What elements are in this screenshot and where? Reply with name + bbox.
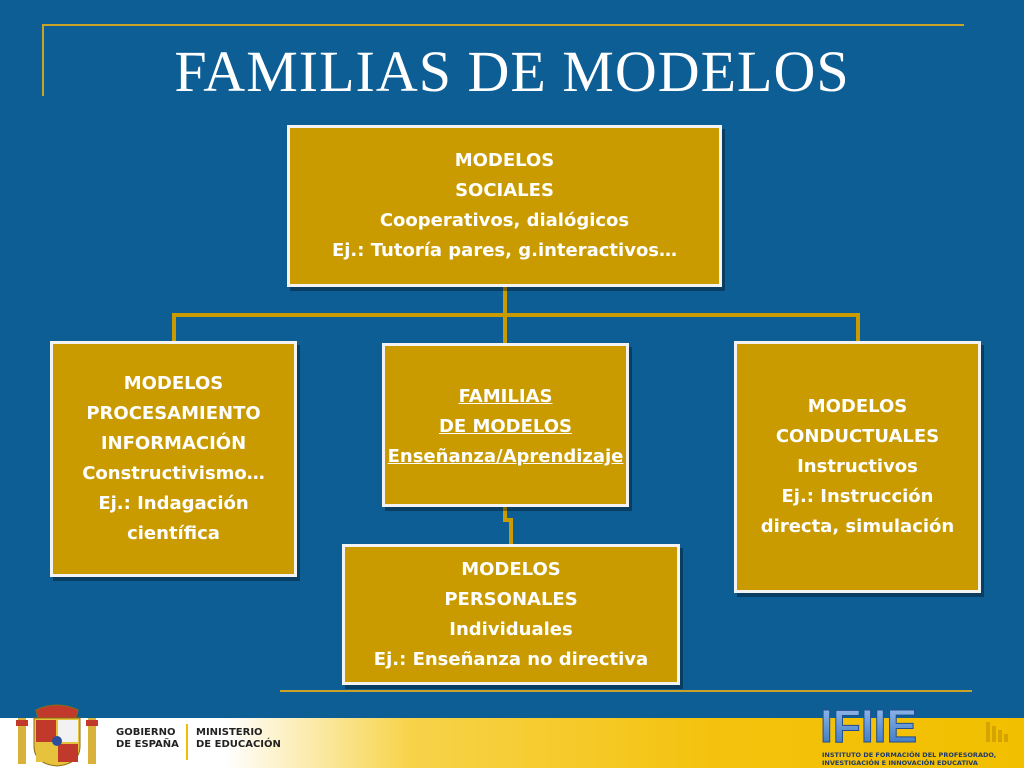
box-proc-line-5: Ej.: Indagación bbox=[98, 493, 249, 514]
ifiie-logo-text: IFIIE bbox=[820, 702, 918, 752]
connector-left-drop bbox=[172, 313, 176, 341]
gov-line-1: GOBIERNO bbox=[116, 727, 176, 738]
box-cond-line-1: MODELOS bbox=[807, 396, 908, 417]
box-cond-line-5: directa, simulación bbox=[760, 516, 955, 537]
gobierno-de-espana-text bbox=[116, 727, 179, 751]
box-proc-line-3: INFORMACIÓN bbox=[100, 433, 247, 454]
frame-line-bottom bbox=[280, 690, 972, 692]
box-cond-line-3: Instructivos bbox=[797, 456, 918, 477]
box-modelos-sociales bbox=[287, 125, 722, 287]
ministerio-text bbox=[196, 727, 281, 751]
box-center-line-1: FAMILIAS bbox=[458, 386, 553, 407]
box-social-line-4: Ej.: Tutoría pares, g.interactivos… bbox=[331, 240, 678, 261]
box-proc-line-4: Constructivismo… bbox=[82, 463, 265, 484]
connector-bottom-vertical-2 bbox=[509, 518, 513, 544]
slide-title: FAMILIAS DE MODELOS bbox=[174, 39, 850, 104]
box-proc-line-6: científica bbox=[127, 523, 220, 544]
box-pers-line-3: Individuales bbox=[449, 618, 573, 640]
ministry-line-2: DE EDUCACIÓN bbox=[196, 739, 281, 750]
box-cond-line-2: CONDUCTUALES bbox=[775, 426, 940, 447]
footer-separator bbox=[186, 724, 188, 760]
box-pers-line-2: PERSONALES bbox=[444, 588, 578, 610]
box-proc-line-2: PROCESAMIENTO bbox=[86, 403, 261, 424]
connector-right-drop bbox=[856, 313, 860, 341]
box-modelos-conductuales bbox=[734, 341, 981, 593]
box-center-line-3: Enseñanza/Aprendizaje bbox=[387, 446, 624, 467]
box-center-line-2: DE MODELOS bbox=[438, 416, 573, 437]
box-pers-line-1: MODELOS bbox=[461, 558, 561, 580]
spain-coat-of-arms-icon bbox=[14, 700, 100, 768]
ifiie-line-2: INVESTIGACIÓN E INNOVACIÓN EDUCATIVA bbox=[822, 759, 978, 767]
ifiie-subtitle bbox=[822, 751, 996, 767]
ministry-line-1: MINISTERIO bbox=[196, 727, 263, 738]
box-social-line-3: Cooperativos, dialógicos bbox=[379, 210, 630, 231]
connector-horizontal bbox=[172, 313, 860, 317]
gov-line-2: DE ESPAÑA bbox=[116, 739, 179, 750]
box-cond-line-4: Ej.: Instrucción bbox=[781, 486, 934, 507]
box-modelos-procesamiento bbox=[50, 341, 297, 577]
frame-line-top bbox=[42, 24, 964, 26]
box-familias-de-modelos bbox=[382, 343, 629, 507]
box-social-line-1: MODELOS bbox=[454, 150, 555, 171]
ifiie-line-1: INSTITUTO DE FORMACIÓN DEL PROFESORADO, bbox=[822, 751, 997, 759]
box-social-line-2: SOCIALES bbox=[455, 180, 554, 201]
box-modelos-personales bbox=[342, 544, 680, 685]
box-proc-line-1: MODELOS bbox=[123, 373, 224, 394]
box-pers-line-4: Ej.: Enseñanza no directiva bbox=[373, 648, 649, 670]
